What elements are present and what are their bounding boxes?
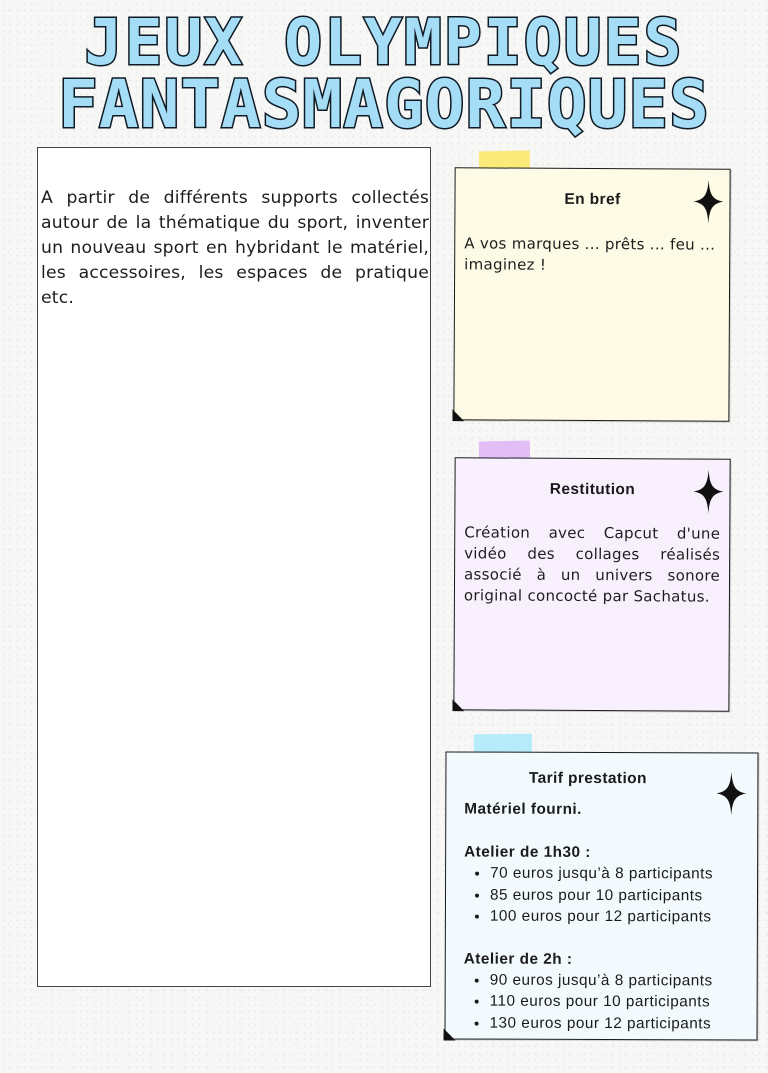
tarif-material-note: Matériel fourni. — [464, 800, 582, 818]
note-tarif-prestation — [444, 751, 758, 1040]
price-item: • 110 euros pour 10 participants — [490, 991, 749, 1013]
note-en-bref — [453, 167, 730, 421]
tarif-price-list — [464, 969, 749, 1034]
sparkle-icon — [693, 180, 723, 224]
sparkle-icon — [693, 470, 723, 514]
main-description-box — [37, 147, 431, 987]
note-title-tarif: Tarif prestation — [528, 769, 647, 788]
price-item: • 130 euros pour 12 participants — [490, 1012, 749, 1034]
folded-corner — [452, 409, 464, 421]
tarif-price-list — [464, 863, 749, 928]
tarif-section-heading: Atelier de 2h : — [463, 950, 573, 968]
title-line-2: FANTASMAGORIQUES — [58, 66, 710, 143]
tarif-section-heading: Atelier de 1h30 : — [464, 843, 591, 861]
note-title-en-bref: En bref — [564, 190, 621, 209]
note-title-restitution: Restitution — [549, 480, 636, 499]
note-text-en-bref: A vos marques ... prêts ... feu ... imaginez ! — [464, 234, 716, 274]
title-line-1: JEUX OLYMPIQUES — [84, 6, 684, 79]
folded-corner — [443, 1028, 455, 1040]
price-item: • 90 euros jusqu’à 8 participants — [490, 969, 749, 991]
note-text-restitution: Création avec Capcut d'une vidéo des collages réalisés associé à un univers sonore original concocté par Sachatus. — [463, 523, 721, 606]
price-item: • 85 euros pour 10 participants — [490, 884, 749, 906]
price-item: • 70 euros jusqu’à 8 participants — [490, 863, 749, 885]
price-item: • 100 euros pour 12 participants — [490, 906, 749, 928]
tarif-details — [464, 799, 750, 1035]
note-restitution — [453, 457, 730, 711]
folded-corner — [452, 699, 464, 711]
main-description: A partir de différents supports collectés autour de la thématique du sport, inventer un nouveau sport en hybridant le matériel, les accessoires, les espaces de pratique etc. — [41, 188, 429, 308]
